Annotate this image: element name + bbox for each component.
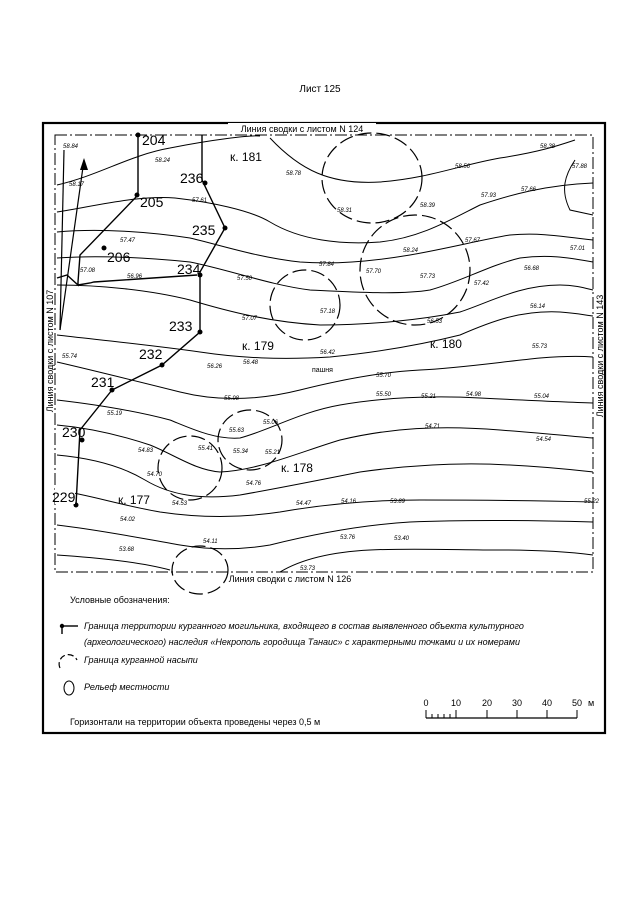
elevation-mark: 56.42 [320,350,336,356]
elevation-mark: 55.50 [376,392,392,398]
elevation-mark: 57.18 [320,309,336,315]
point-label-236: 236 [180,170,204,186]
elevation-mark: 58.31 [337,208,353,214]
point-232 [139,346,165,368]
point-233 [169,318,203,335]
elevation-mark: 55.34 [233,449,249,455]
edge-label-top: Линия сводки с листом N 124 [240,124,364,134]
elevation-mark: 57.93 [481,193,497,199]
edge-label-right: Линия сводки с листом N 143 [595,294,605,418]
legend-relief: Рельеф местности [84,682,170,692]
elevation-mark: 57.07 [242,316,258,322]
kurgan-label-179: к. 179 [242,339,274,353]
point-label-232: 232 [139,346,163,362]
elevation-mark: 55.70 [376,373,392,379]
point-label-205: 205 [140,194,164,210]
legend-title: Условные обозначения: [70,595,170,605]
elevation-mark: 57.61 [192,198,208,204]
elevation-mark: 53.73 [300,566,316,572]
scale-tick-label: 40 [541,698,553,708]
elevation-mark: 53.76 [340,535,356,541]
elevation-mark: 54.71 [425,424,441,430]
kurgan-label-177: к. 177 [118,493,150,507]
elevation-mark: 57.73 [420,274,436,280]
scale-tick-label: 50 [571,698,583,708]
elevation-mark: 55.21 [421,394,437,400]
legend-boundary-line1: Граница территории курганного могильника, входящего в состав выявленного объекта культурного [84,621,524,631]
point-label-206: 206 [107,249,131,265]
point-229 [52,488,79,508]
legend-boundary-line2: (археологического) наследия «Некрополь городища Танаис» с характерными точками и их номерами [84,637,520,647]
elevation-mark: 57.66 [521,187,537,193]
elevation-mark: 57.88 [572,164,588,170]
point-label-229: 229 [52,489,76,505]
scale-tick-label: 30 [511,698,523,708]
point-label-230: 230 [62,424,86,440]
point-204 [136,132,166,148]
elevation-mark: 55.63 [229,428,245,434]
edge-label-bottom: Линия сводки с листом N 126 [228,574,352,584]
elevation-mark: 58.24 [155,158,171,164]
elevation-mark: 56.96 [127,274,143,280]
elevation-mark: 58.56 [455,164,471,170]
elevation-mark: 55.74 [62,354,78,360]
scale-tick-label: 20 [481,698,493,708]
elevation-mark: 54.98 [466,392,482,398]
legend-contours: Горизонтали на территории объекта проведены через 0,5 м [70,717,321,727]
elevation-mark: 54.47 [296,501,312,507]
sheet-title: Лист 125 [299,84,341,95]
elevation-mark: 57.67 [465,238,481,244]
elevation-mark: 54.11 [203,539,218,545]
elevation-mark: 56.26 [207,364,223,370]
edge-label-left: Линия сводки с листом N 107 [45,289,55,413]
elevation-mark: 57.50 [237,276,253,282]
elevation-mark: 56.53 [427,319,443,325]
point-206 [102,246,131,266]
elevation-mark: 57.70 [366,269,382,275]
elevation-mark: 54.02 [120,517,136,523]
kurgan-label-181: к. 181 [230,150,262,164]
point-236 [180,170,208,186]
point-label-204: 204 [142,132,166,148]
scale-unit: м [588,698,595,708]
elevation-mark: 54.16 [341,499,357,505]
elevation-mark: 56.68 [524,266,540,272]
elevation-mark: 55.22 [584,499,600,505]
point-label-235: 235 [192,222,216,238]
elevation-mark: 55.19 [107,411,123,417]
elevation-mark: 55.04 [534,394,550,400]
kurgan-179-mound [270,270,340,340]
point-label-234: 234 [177,261,201,277]
elevation-mark: 55.06 [263,420,279,426]
scale-bar [423,698,594,718]
elevation-mark: 58.24 [403,248,419,254]
kurgan-label-180: к. 180 [430,337,462,351]
elevation-mark: 55.98 [224,396,240,402]
kurgan-178-mound [218,410,282,470]
elevation-mark: 58.38 [540,144,556,150]
field-label: пашня [312,367,333,374]
elevation-mark: 58.39 [420,203,436,209]
point-label-231: 231 [91,374,115,390]
elevation-mark: 57.47 [120,238,136,244]
elevation-mark: 54.76 [246,481,262,487]
elevation-mark: 55.73 [532,344,548,350]
elevation-mark: 56.48 [243,360,259,366]
elevation-mark: 54.53 [172,501,188,507]
elevation-mark: 55.41 [198,446,214,452]
kurgan-extra-mound [172,546,228,594]
elevation-mark: 53.68 [119,547,135,553]
point-205 [135,193,164,211]
elevation-mark: 58.78 [286,171,302,177]
elevation-mark: 53.40 [394,536,410,542]
elevation-mark: 56.14 [530,304,546,310]
point-231 [91,374,115,393]
elevation-mark: 54.83 [138,448,154,454]
scale-tick-label: 10 [450,698,462,708]
point-234 [177,261,203,278]
mound-symbol-icon [59,655,77,668]
elevation-mark: 57.84 [319,262,335,268]
point-230 [62,424,86,443]
elevation-mark: 58.84 [63,144,79,150]
kurgan-label-178: к. 178 [281,461,313,475]
elevation-mark: 54.54 [536,437,552,443]
elevation-mark: 54.70 [147,472,163,478]
scale-tick-label: 0 [423,698,429,708]
relief-symbol-icon [64,681,74,695]
elevation-mark: 57.01 [570,246,586,252]
elevation-mark: 53.89 [390,499,406,505]
elevation-mark: 55.21 [265,450,281,456]
elevation-mark: 57.08 [80,268,96,274]
point-label-233: 233 [169,318,193,334]
elevation-mark: 58.17 [69,182,85,188]
point-235 [192,222,228,238]
legend-mound: Граница курганной насыпи [84,655,198,665]
elevation-mark: 57.42 [474,281,490,287]
